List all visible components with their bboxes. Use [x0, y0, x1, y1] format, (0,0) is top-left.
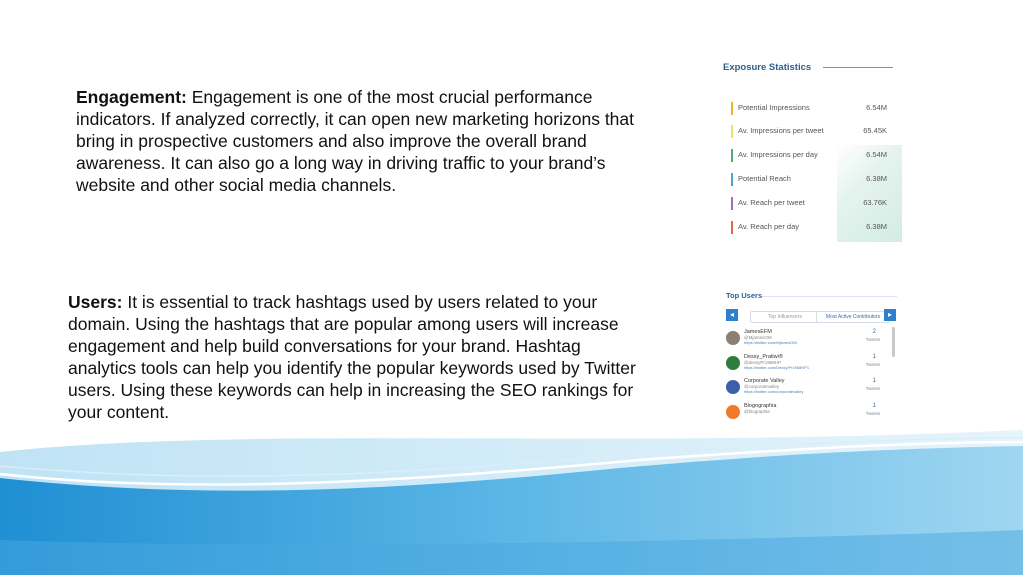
tweet-count: 1	[872, 378, 876, 384]
user-handle: @corporatevalley	[744, 384, 780, 389]
users-heading: Users:	[68, 292, 123, 312]
tweet-count-label: Tweets	[865, 386, 880, 391]
exposure-statistics-card	[717, 50, 902, 242]
list-item[interactable]	[726, 354, 884, 378]
stat-color-bar	[731, 125, 733, 138]
users-body: It is essential to track hashtags used by users related to your domain. Using the hashtags that are popular among users will increase engagement and help build conversations for your brand. Hashtag analytics tools can help you identify the popular keywords used by Twitter users. Using these keywords can help in increasing the SEO rankings for your content.	[68, 292, 636, 422]
user-handle: @dessyPr1968HP	[744, 360, 782, 365]
user-name: Blogographia	[744, 403, 777, 409]
next-arrow-icon[interactable]: ▸	[884, 309, 896, 321]
stat-row	[731, 125, 887, 139]
users-paragraph	[68, 291, 648, 423]
list-item[interactable]	[726, 403, 884, 423]
avatar	[726, 405, 740, 419]
user-handle: @blographia	[744, 409, 770, 414]
stat-label: Av. Reach per tweet	[738, 198, 805, 207]
user-name: JamesEFM	[744, 329, 772, 335]
tweet-count: 2	[872, 329, 876, 335]
scrollbar[interactable]	[892, 327, 895, 357]
stat-label: Potential Impressions	[738, 103, 810, 112]
stat-color-bar	[731, 197, 733, 210]
stat-row	[731, 221, 887, 235]
list-item[interactable]	[726, 329, 884, 353]
stat-color-bar	[731, 221, 733, 234]
list-item[interactable]	[726, 378, 884, 402]
stat-row	[731, 102, 887, 116]
tweet-count-label: Tweets	[865, 362, 880, 367]
user-name: Corporate Valley	[744, 378, 785, 384]
avatar	[726, 356, 740, 370]
avatar	[726, 380, 740, 394]
user-name: Dessy_Pratiwi®	[744, 354, 783, 360]
exposure-statistics-title: Exposure Statistics	[723, 62, 812, 73]
stat-color-bar	[731, 102, 733, 115]
engagement-paragraph	[76, 86, 636, 196]
user-link[interactable]: https://twitter.com/Dessy/Pr1968HP1	[744, 365, 810, 370]
stat-label: Av. Reach per day	[738, 222, 800, 231]
tweet-count: 1	[872, 403, 876, 409]
stat-row	[731, 173, 887, 187]
tweet-count-label: Tweets	[865, 411, 880, 416]
stat-row	[731, 197, 887, 211]
title-divider	[823, 67, 893, 68]
stat-value: 6.54M	[866, 103, 887, 112]
top-users-card	[722, 287, 900, 423]
stat-value: 6.38M	[866, 174, 887, 183]
user-link[interactable]: https://twitter.com/corporatevalley	[744, 389, 804, 394]
avatar	[726, 331, 740, 345]
stat-value: 63.76K	[863, 198, 887, 207]
engagement-heading: Engagement:	[76, 87, 187, 107]
stat-value: 65.45K	[863, 126, 887, 135]
decorative-wave-footer	[0, 430, 1023, 575]
user-handle: @MjamesOM	[744, 335, 772, 340]
user-link[interactable]: https://twitter.com/MjamesOM	[744, 340, 797, 345]
stat-color-bar	[731, 173, 733, 186]
tweet-count-label: Tweets	[865, 337, 880, 342]
stat-value: 6.38M	[866, 222, 887, 231]
stat-label: Av. Impressions per tweet	[738, 126, 824, 135]
stat-label: Av. Impressions per day	[738, 150, 818, 159]
top-users-title: Top Users	[726, 291, 763, 300]
prev-arrow-icon[interactable]: ◂	[726, 309, 738, 321]
engagement-body: Engagement is one of the most crucial performance indicators. If analyzed correctly, it can open new marketing horizons that bring in prospective customers and also improve the overall brand awareness. It can also go a long way in driving traffic to your brand’s website and other social media channels.	[76, 87, 635, 195]
tab-most-active-contributors[interactable]: Most Active Contributors	[816, 311, 890, 323]
tab-top-influencers[interactable]: Top Influencers	[750, 311, 820, 323]
stat-color-bar	[731, 149, 733, 162]
stat-value: 6.54M	[866, 150, 887, 159]
tweet-count: 1	[872, 354, 876, 360]
stat-label: Potential Reach	[738, 174, 791, 183]
stat-row	[731, 149, 887, 163]
title-divider	[762, 296, 897, 297]
